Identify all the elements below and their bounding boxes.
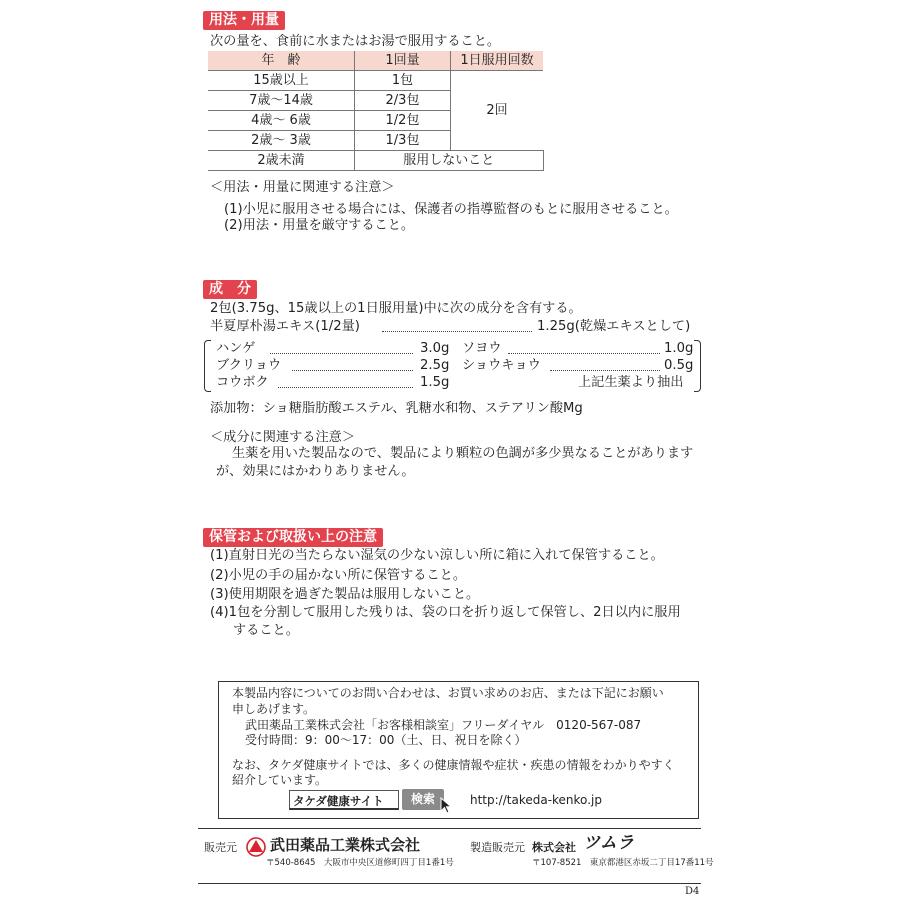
site-url[interactable]: http://takeda-kenko.jp [470, 793, 602, 807]
storage-item-1: (1)直射日光の当たらない湿気の少ない涼しい所に箱に入れて保管すること。 [210, 548, 664, 563]
table-row: 4歳〜 6歳 1/2包 [208, 111, 543, 131]
contact-line2: 申しあげます。 [232, 702, 316, 716]
herb-name: ショウキョウ [462, 358, 541, 373]
herb-name: ブクリョウ [216, 358, 282, 373]
table-row: 2歳〜 3歳 1/3包 [208, 131, 543, 151]
usage-note-1: (1)小児に服用させる場合には、保護者の指導監督のもとに服用させること。 [224, 202, 678, 217]
table-row: 7歳〜14歳 2/3包 [208, 91, 543, 111]
herbs-note: 上記生薬より抽出 [578, 375, 684, 390]
seller-address: 〒540-8645 大阪市中央区道修町四丁目1番1号 [266, 858, 454, 868]
table-header-age: 年 齢 [208, 51, 355, 71]
takeda-logo-icon [246, 837, 266, 857]
table-row: 15歳以上 1包 2回 [208, 71, 543, 91]
section-title-usage: 用法・用量 [203, 11, 285, 30]
table-header-times: 1日服用回数 [451, 51, 544, 71]
maker-logo: ツムラ [583, 833, 634, 853]
storage-item-3: (3)使用期限を過ぎた製品は服用しないこと。 [210, 587, 480, 602]
maker-label: 製造販売元 [470, 841, 525, 854]
herb-name: ハンゲ [216, 341, 256, 356]
storage-item-4: (4)1包を分割して服用した残りは、袋の口を折り返して保管し、2日以内に服用 [210, 605, 681, 620]
extract-name: 半夏厚朴湯エキス(1/2量) [210, 319, 360, 334]
ingredients-note-line2: が、効果にはかわりありません。 [216, 464, 415, 479]
section-title-storage: 保管および取扱い上の注意 [203, 528, 383, 547]
herb-name: ソヨウ [462, 341, 502, 356]
table-header-dose: 1回量 [355, 51, 451, 71]
page-code: D4 [685, 886, 700, 897]
herb-amount: 1.5g [420, 375, 450, 390]
contact-company: 武田薬品工業株式会社「お客様相談室」フリーダイヤル 0120-567-087 [245, 718, 642, 732]
table-times-cell: 2回 [451, 71, 544, 151]
bracket-right [694, 340, 701, 392]
maker-address: 〒107-8521 東京都港区赤坂二丁目17番11号 [532, 858, 714, 868]
contact-line1: 本製品内容についてのお問い合わせは、お買い求めのお店、または下記にお願い [232, 686, 664, 700]
footer-divider-top [198, 828, 701, 829]
herb-amount: 2.5g [420, 358, 450, 373]
usage-intro: 次の量を、食前に水またはお湯で服用すること。 [210, 34, 501, 49]
dosage-table [208, 51, 544, 171]
cursor-icon [440, 797, 454, 815]
maker-prefix: 株式会社 [532, 841, 576, 854]
extract-amount: 1.25g(乾燥エキスとして) [537, 319, 691, 334]
search-input[interactable]: タケダ健康サイト [289, 790, 399, 810]
search-button[interactable]: 検索 [402, 789, 444, 810]
ingredients-note-line1: 生薬を用いた製品なので、製品により顆粒の色調が多少異なることがあります [232, 446, 694, 461]
usage-note-2: (2)用法・用量を厳守すること。 [224, 218, 415, 233]
usage-notes-title: ＜用法・用量に関連する注意＞ [210, 180, 395, 195]
herb-amount: 3.0g [420, 341, 450, 356]
ingredients-notes-title: ＜成分に関連する注意＞ [210, 430, 356, 445]
contact-site-line2: 紹介しています。 [232, 773, 328, 787]
storage-item-4-cont: すること。 [233, 623, 299, 638]
herb-amount: 1.0g [664, 341, 694, 356]
herb-amount: 0.5g [664, 358, 694, 373]
seller-name: 武田薬品工業株式会社 [270, 836, 421, 854]
footer-divider-bottom [198, 883, 701, 884]
table-row: 2歳未満 服用しないこと [208, 151, 543, 171]
additives: 添加物：ショ糖脂肪酸エステル、乳糖水和物、ステアリン酸Mg [210, 401, 583, 416]
ingredients-intro: 2包(3.75g、15歳以上の1日服用量)中に次の成分を含有する。 [210, 301, 582, 316]
contact-hours: 受付時間：9：00〜17：00（土、日、祝日を除く） [245, 733, 527, 747]
storage-item-2: (2)小児の手の届かない所に保管すること。 [210, 568, 467, 583]
contact-site-line1: なお、タケダ健康サイトでは、多くの健康情報や症状・疾患の情報をわかりやすく [232, 758, 675, 772]
seller-label: 販売元 [204, 841, 237, 854]
section-title-ingredients: 成 分 [203, 280, 257, 299]
herb-name: コウボク [216, 375, 269, 390]
bracket-left [204, 340, 211, 392]
